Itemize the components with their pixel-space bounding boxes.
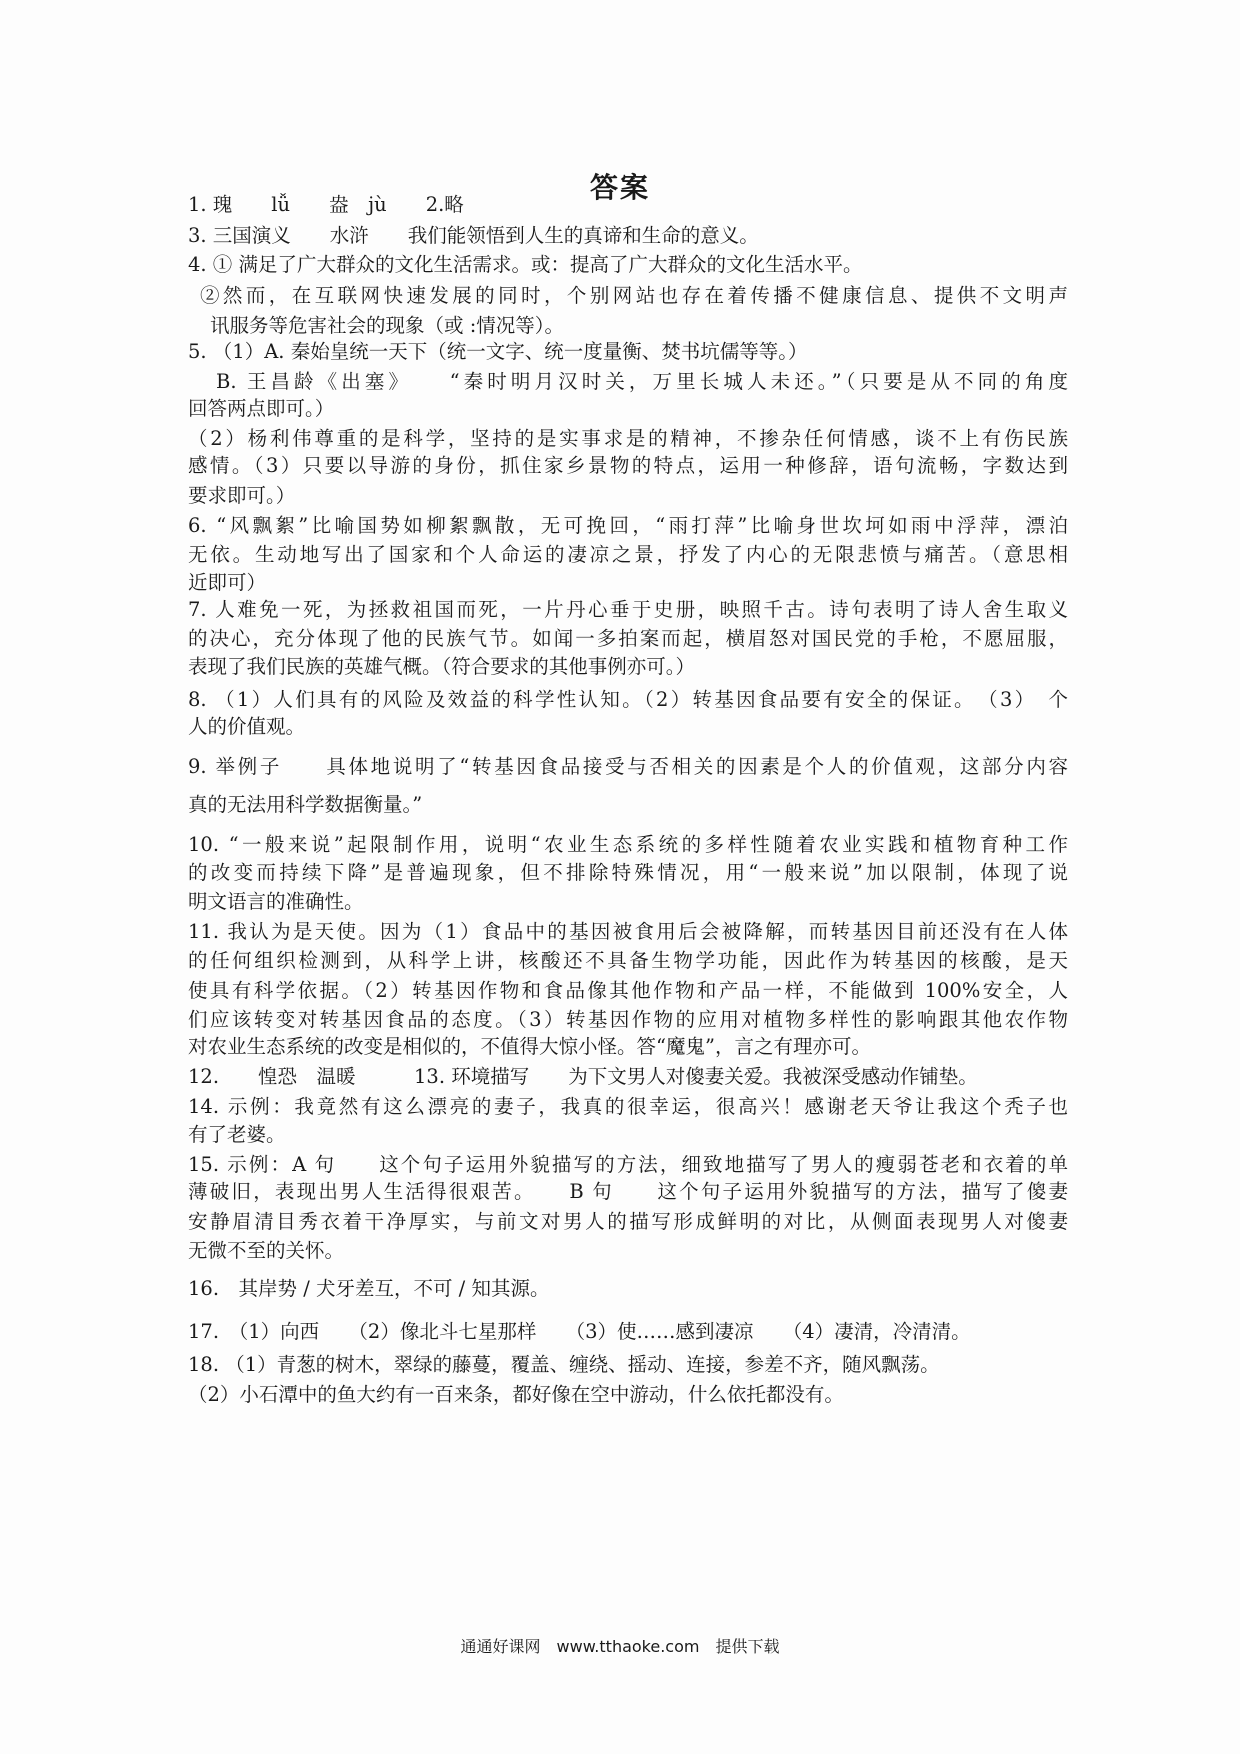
- answer-line: 12. 惶恐 温暖 13. 环境描写 为下文男人对傻妻关爱。我被深受感动作铺垫。: [188, 1065, 978, 1088]
- answer-line: 有了老婆。: [188, 1123, 286, 1146]
- answer-line: 安静眉清目秀衣着干净厚实，与前文对男人的描写形成鲜明的对比，从侧面表现男人对傻妻: [188, 1210, 1068, 1233]
- answer-line: （2）小石潭中的鱼大约有一百来条，都好像在空中游动，什么依托都没有。: [188, 1383, 844, 1406]
- answer-line: 无依。生动地写出了国家和个人命运的凄凉之景，抒发了内心的无限悲愤与痛苦。（意思相: [188, 543, 1068, 566]
- answer-line: B. 王昌龄《出塞》 “秦时明月汉时关，万里长城人未还。”（只要是从不同的角度: [216, 370, 1068, 393]
- answer-line: 16. 其岸势 / 犬牙差互，不可 / 知其源。: [188, 1277, 550, 1300]
- answer-line: 真的无法用科学数据衡量。”: [188, 793, 423, 816]
- answer-line: 表现了我们民族的英雄气概。（符合要求的其他事例亦可。）: [188, 655, 696, 678]
- answer-line: 7. 人难免一死，为拯救祖国而死，一片丹心垂于史册，映照千古。诗句表明了诗人舍生取义: [188, 598, 1068, 621]
- page-footer: 通通好课网 www.tthaoke.com 提供下载: [460, 1637, 780, 1656]
- answer-line: 的改变而持续下降”是普遍现象，但不排除特殊情况，用“一般来说”加以限制，体现了说: [188, 861, 1068, 884]
- answer-line: 11. 我认为是天使。因为（1）食品中的基因被食用后会被降解，而转基因目前还没有在人体: [188, 920, 1068, 943]
- answer-line: 5. （1）A. 秦始皇统一天下（统一文字、统一度量衡、焚书坑儒等等。）: [188, 340, 808, 363]
- answer-line: 15. 示例：A 句 这个句子运用外貌描写的方法，细致地描写了男人的瘦弱苍老和衣着的单: [188, 1153, 1068, 1176]
- answer-line: 1. 瑰 lǚ 盎 jù 2.略: [188, 193, 464, 216]
- answer-line: 3. 三国演义 水浒 我们能领悟到人生的真谛和生命的意义。: [188, 224, 759, 247]
- answer-line: 10. “一般来说”起限制作用，说明“农业生态系统的多样性随着农业实践和植物育种工作: [188, 833, 1068, 856]
- answer-line: 要求即可。）: [188, 484, 296, 507]
- answer-line: ②然而，在互联网快速发展的同时，个别网站也存在着传播不健康信息、提供不文明声: [200, 284, 1068, 307]
- answer-line: 们应该转变对转基因食品的态度。（3）转基因作物的应用对植物多样性的影响跟其他农作物: [188, 1008, 1068, 1031]
- answer-line: 近即可）: [188, 571, 267, 594]
- answer-line: 回答两点即可。）: [188, 397, 335, 420]
- answer-line: 的任何组织检测到，从科学上讲，核酸还不具备生物学功能，因此作为转基因的核酸，是天: [188, 949, 1068, 972]
- answer-line: 无微不至的关怀。: [188, 1239, 345, 1262]
- answer-line: 14. 示例：我竟然有这么漂亮的妻子，我真的很幸运，很高兴！感谢老天爷让我这个秃子也: [188, 1095, 1068, 1118]
- answer-line: 4. ① 满足了广大群众的文化生活需求。或：提高了广大群众的文化生活水平。: [188, 253, 863, 276]
- answer-line: 的决心，充分体现了他的民族气节。如闻一多拍案而起，横眉怒对国民党的手枪，不愿屈服，: [188, 627, 1068, 650]
- answer-line: 薄破旧，表现出男人生活得很艰苦。 B 句 这个句子运用外貌描写的方法，描写了傻妻: [188, 1180, 1068, 1203]
- answer-line: 对农业生态系统的改变是相似的，不值得大惊小怪。答“魔鬼”，言之有理亦可。: [188, 1035, 871, 1058]
- answer-line: 明文语言的准确性。: [188, 890, 364, 913]
- answer-line: 讯服务等危害社会的现象（或 :情况等）。: [210, 314, 565, 337]
- page-title: 答案: [589, 171, 650, 204]
- answer-line: （2）杨利伟尊重的是科学，坚持的是实事求是的精神，不掺杂任何情感，谈不上有伤民族: [188, 427, 1068, 450]
- answer-line: 6. “风飘絮”比喻国势如柳絮飘散，无可挽回，“雨打萍”比喻身世坎坷如雨中浮萍，漂泊: [188, 514, 1068, 537]
- answer-line: 8. （1）人们具有的风险及效益的科学性认知。（2）转基因食品要有安全的保证。 （3） 个: [188, 688, 1068, 711]
- answer-line: 感情。（3）只要以导游的身份，抓住家乡景物的特点，运用一种修辞，语句流畅，字数达到: [188, 454, 1068, 477]
- answer-line: 9. 举例子 具体地说明了“转基因食品接受与否相关的因素是个人的价值观，这部分内容: [188, 755, 1068, 778]
- answer-line: 17. （1）向西 （2）像北斗七星那样 （3）使……感到凄凉 （4）凄清，冷清清。: [188, 1320, 971, 1343]
- answer-line: 使具有科学依据。（2）转基因作物和食品像其他作物和产品一样，不能做到 100%安全，人: [188, 979, 1068, 1002]
- answer-line: 18. （1）青葱的树木，翠绿的藤蔓，覆盖、缠绕、摇动、连接，参差不齐，随风飘荡。: [188, 1353, 940, 1376]
- answer-line: 人的价值观。: [188, 715, 306, 738]
